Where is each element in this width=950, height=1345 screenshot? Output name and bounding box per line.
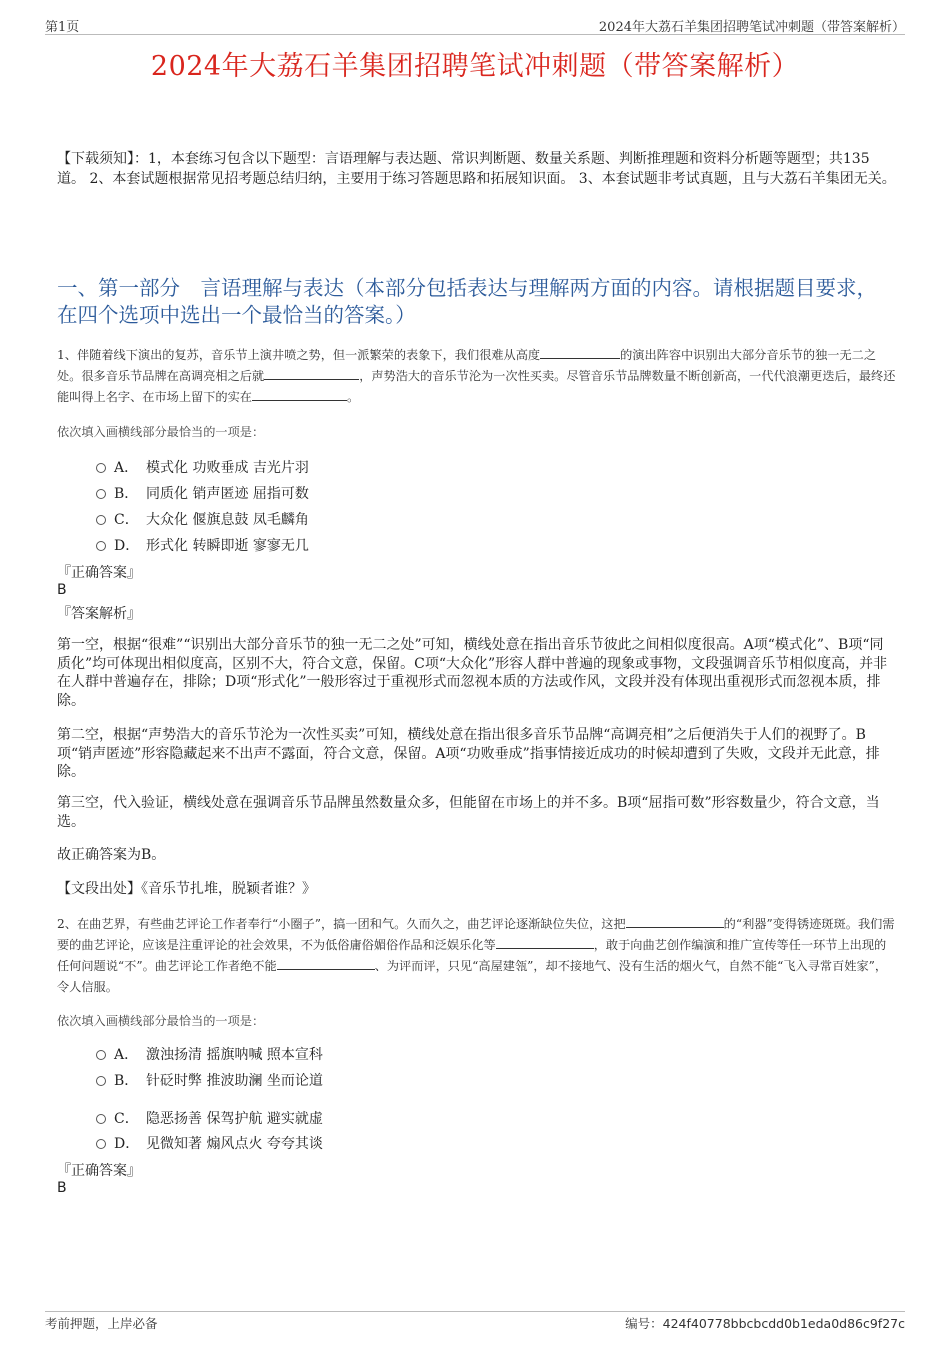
question-1-part2: 的演出阵容中识别出大部分音乐节的独一无二之处。很多音乐节品牌在高调亮相之后就 <box>57 348 877 383</box>
footer-doc-id <box>625 1314 905 1332</box>
blank-line <box>496 936 594 949</box>
option-text: 针砭时弊 推波助澜 坐而论道 <box>146 1073 323 1089</box>
question-1-part4: 。 <box>347 390 360 404</box>
footer-divider <box>45 1311 905 1312</box>
footer-slogan: 考前押题，上岸必备 <box>45 1316 158 1331</box>
correct-answer-label: 『正确答案』 <box>57 1163 141 1179</box>
page-number: 第1页 <box>45 20 80 35</box>
analysis-conclusion: 故正确答案为B。 <box>57 847 166 863</box>
analysis-label: 『答案解析』 <box>57 606 141 622</box>
option-text: 激浊扬清 摇旗呐喊 照本宣科 <box>146 1047 323 1063</box>
question-2-part2: 的“利器”变得锈迹斑斑。我们需要的曲艺评论，应该是注重评论的社会效果，不为低俗庸俗媚俗作品和泛娱乐化等 <box>57 917 895 952</box>
radio-icon[interactable] <box>96 463 106 473</box>
blank-line <box>277 957 375 970</box>
option-text: 见微知著 煽风点火 夸夸其谈 <box>146 1136 323 1152</box>
option-letter: B． <box>114 486 139 502</box>
blank-line <box>264 367 359 380</box>
radio-icon[interactable] <box>96 1139 106 1149</box>
question-2-part3: ，敢于向曲艺创作编演和推广宣传等任一环节上出现的任何问题说“不”。曲艺评论工作者绝不能 <box>57 938 887 973</box>
question-1-part3: ，声势浩大的音乐节沦为一次性买卖。尽管音乐节品牌数量不断创新高，一代代浪潮更迭后，最终还能叫得上名字、在市场上留下的实在 <box>57 369 896 404</box>
question-2-instruction: 依次填入画横线部分最恰当的一项是： <box>57 1014 265 1028</box>
option-letter: C． <box>114 512 139 528</box>
option-text: 同质化 销声匿迹 屈指可数 <box>146 486 309 502</box>
document-title: 2024年大荔石羊集团招聘笔试冲刺题（带答案解析） <box>150 51 800 82</box>
option-letter: D． <box>114 1136 140 1152</box>
question-1-instruction: 依次填入画横线部分最恰当的一项是： <box>57 425 265 439</box>
question-2-part4: 、为评而评，只见“高屋建瓴”，却不接地气、没有生活的烟火气，自然不能“飞入寻常百姓家”，令人信服。 <box>57 959 888 994</box>
blank-line <box>540 346 620 359</box>
question-2-text <box>57 914 897 998</box>
radio-icon[interactable] <box>96 515 106 525</box>
correct-answer-label: 『正确答案』 <box>57 565 141 581</box>
question-2-part1: 2、在曲艺界，有些曲艺评论工作者奉行“小圈子”，搞一团和气。久而久之，曲艺评论逐渐缺位失位，这把 <box>57 917 626 931</box>
option-letter: B． <box>114 1073 139 1089</box>
option-letter: A． <box>114 1047 139 1063</box>
text-source: 【文段出处】《音乐节扎堆，脱颖者谁？》 <box>57 881 316 897</box>
option-letter: A． <box>114 460 139 476</box>
option-letter: D． <box>114 538 140 554</box>
option-letter: C． <box>114 1111 139 1127</box>
question-1-text <box>57 345 897 408</box>
header-doc-title: 2024年大荔石羊集团招聘笔试冲刺题（带答案解析） <box>598 20 905 35</box>
option-text: 隐恶扬善 保驾护航 避实就虚 <box>146 1111 323 1127</box>
radio-icon[interactable] <box>96 489 106 499</box>
radio-icon[interactable] <box>96 541 106 551</box>
doc-id-code: 424f40778bbcbcdd0b1eda0d86c9f27c <box>662 1316 905 1331</box>
download-notice: 【下载须知】：1，本套练习包含以下题型：言语理解与表达题、常识判断题、数量关系题、判断推理题和资料分析题等题型；共135道。 2、本套试题根据常见招考题总结归纳，主要用于练习答题思路和拓展知识面。 3、本套试题非考试真题，且与大荔石羊集团无关。 <box>57 151 896 187</box>
correct-answer: B <box>57 1180 67 1196</box>
option-text: 形式化 转瞬即逝 寥寥无几 <box>146 538 309 554</box>
radio-icon[interactable] <box>96 1076 106 1086</box>
option-text: 大众化 偃旗息鼓 凤毛麟角 <box>146 512 309 528</box>
analysis-paragraph: 第二空，根据“声势浩大的音乐节沦为一次性买卖”可知，横线处意在指出很多音乐节品牌“高调亮相”之后便消失于人们的视野了。B项“销声匿迹”形容隐藏起来不出声不露面，符合文意，保留。A项“功败垂成”指事情接近成功的时候却遭到了失败，文段并无此意，排除。 <box>57 727 880 780</box>
blank-line <box>252 388 347 401</box>
section-heading: 一、第一部分 言语理解与表达（本部分包括表达与理解两方面的内容。请根据题目要求，在四个选项中选出一个最恰当的答案。） <box>57 276 877 327</box>
correct-answer: B <box>57 582 67 598</box>
analysis-paragraph: 第一空，根据“很难”“识别出大部分音乐节的独一无二之处”可知，横线处意在指出音乐节彼此之间相似度很高。A项“模式化”、B项“同质化”均可体现出相似度高，区别不大，符合文意，保留。C项“大众化”形容人群中普遍的现象或事物，文段强调音乐节相似度高，并非在人群中普遍存在，排除；D项“形式化”一般形容过于重视形式而忽视本质的方法或作风，文段并没有体现出重视形式而忽视本质，排除。 <box>57 637 888 709</box>
radio-icon[interactable] <box>96 1114 106 1124</box>
blank-line <box>626 915 724 928</box>
radio-icon[interactable] <box>96 1050 106 1060</box>
doc-id-label: 编号： <box>625 1316 663 1331</box>
analysis-paragraph: 第三空，代入验证，横线处意在强调音乐节品牌虽然数量众多，但能留在市场上的并不多。B项“屈指可数”形容数量少，符合文意，当选。 <box>57 795 880 830</box>
option-text: 模式化 功败垂成 吉光片羽 <box>146 460 309 476</box>
page-header <box>45 14 905 35</box>
question-1-part1: 1、伴随着线下演出的复苏，音乐节上演井喷之势，但一派繁荣的表象下，我们很难从高度 <box>57 348 541 362</box>
